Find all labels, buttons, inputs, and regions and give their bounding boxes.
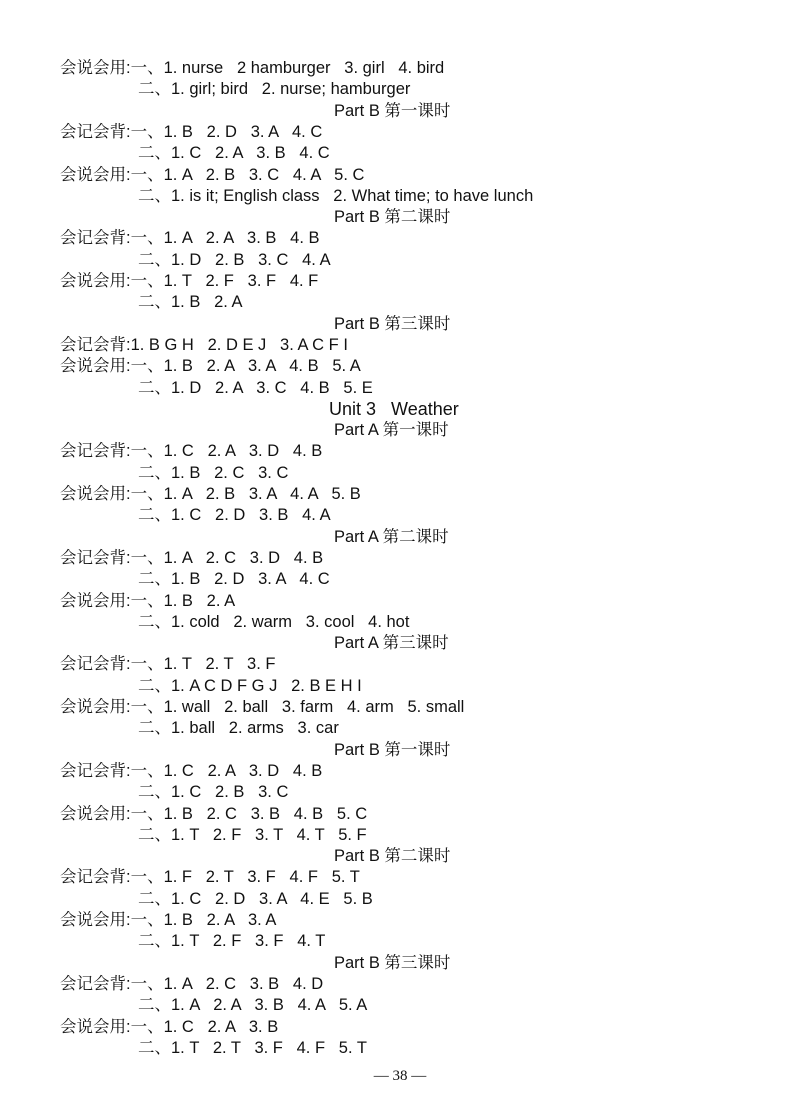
section-heading: [0, 420, 800, 441]
answer-subline: 二、1. T 2. F 3. F 4. T: [138, 932, 326, 950]
answer-subline: 二、1. A C D F G J 2. B E H I: [138, 677, 362, 695]
section-heading-text: Part B 第三课时: [334, 954, 451, 972]
answer-subline: 二、1. C 2. B 3. C: [138, 783, 289, 801]
section-heading: [0, 101, 800, 122]
answer-line: 会记会背:1. B G H 2. D E J 3. A C F I: [60, 336, 348, 354]
answer-subline: 二、1. girl; bird 2. nurse; hamburger: [138, 80, 411, 98]
answer-subline: 二、1. B 2. C 3. C: [138, 464, 289, 482]
section-heading: [0, 846, 800, 867]
section-heading-text: Part A 第二课时: [334, 528, 449, 546]
answer-line: 会说会用:一、1. T 2. F 3. F 4. F: [60, 272, 319, 290]
section-heading-text: Part A 第三课时: [334, 634, 449, 652]
answer-line: 会记会背:一、1. C 2. A 3. D 4. B: [60, 762, 323, 780]
answer-line: 会记会背:一、1. A 2. C 3. B 4. D: [60, 975, 324, 993]
section-heading: [0, 207, 800, 228]
section-heading: [0, 953, 800, 974]
unit-heading-text: Unit 3 Weather: [329, 399, 459, 419]
answer-subline: 二、1. is it; English class 2. What time; to have lunch: [138, 187, 534, 205]
answer-subline: 二、1. T 2. T 3. F 4. F 5. T: [138, 1039, 367, 1057]
answer-line: 会说会用:一、1. wall 2. ball 3. farm 4. arm 5. small: [60, 698, 465, 716]
answer-line: 会说会用:一、1. B 2. A 3. A 4. B 5. A: [60, 357, 361, 375]
answer-line: 会说会用:一、1. B 2. C 3. B 4. B 5. C: [60, 805, 368, 823]
answer-subline: 二、1. ball 2. arms 3. car: [138, 719, 339, 737]
answer-subline: 二、1. B 2. A: [138, 293, 243, 311]
answer-line: 会记会背:一、1. T 2. T 3. F: [60, 655, 276, 673]
section-heading-text: Part B 第三课时: [334, 315, 451, 333]
answer-line: 会说会用:一、1. C 2. A 3. B: [60, 1018, 279, 1036]
section-heading-text: Part B 第一课时: [334, 741, 451, 759]
answer-subline: 二、1. C 2. D 3. A 4. E 5. B: [138, 890, 373, 908]
answer-line: 会说会用:一、1. A 2. B 3. C 4. A 5. C: [60, 166, 365, 184]
answer-line: 会记会背:一、1. B 2. D 3. A 4. C: [60, 123, 323, 141]
answer-subline: 二、1. cold 2. warm 3. cool 4. hot: [138, 613, 410, 631]
answer-line: 会记会背:一、1. A 2. C 3. D 4. B: [60, 549, 324, 567]
section-heading-text: Part B 第一课时: [334, 102, 451, 120]
section-heading-text: Part B 第二课时: [334, 208, 451, 226]
answer-line: 会说会用:一、1. B 2. A 3. A: [60, 911, 277, 929]
answer-subline: 二、1. B 2. D 3. A 4. C: [138, 570, 330, 588]
unit-heading: [0, 399, 800, 420]
answer-subline: 二、1. A 2. A 3. B 4. A 5. A: [138, 996, 368, 1014]
answer-subline: 二、1. C 2. D 3. B 4. A: [138, 506, 331, 524]
section-heading-text: Part A 第一课时: [334, 421, 449, 439]
section-heading: [0, 740, 800, 761]
answer-line: 会记会背:一、1. A 2. A 3. B 4. B: [60, 229, 320, 247]
page-number: — 38 —: [373, 1068, 427, 1084]
answer-line: 会说会用:一、1. B 2. A: [60, 592, 236, 610]
answer-line: 会说会用:一、1. A 2. B 3. A 4. A 5. B: [60, 485, 361, 503]
answer-line: 会记会背:一、1. F 2. T 3. F 4. F 5. T: [60, 868, 360, 886]
answer-line: 会说会用:一、1. nurse 2 hamburger 3. girl 4. bird: [60, 59, 445, 77]
section-heading: [0, 633, 800, 654]
answer-line: 会记会背:一、1. C 2. A 3. D 4. B: [60, 442, 323, 460]
answer-subline: 二、1. D 2. B 3. C 4. A: [138, 251, 331, 269]
answer-subline: 二、1. T 2. F 3. T 4. T 5. F: [138, 826, 367, 844]
answer-subline: 二、1. D 2. A 3. C 4. B 5. E: [138, 379, 373, 397]
section-heading-text: Part B 第二课时: [334, 847, 451, 865]
answer-subline: 二、1. C 2. A 3. B 4. C: [138, 144, 330, 162]
section-heading: [0, 314, 800, 335]
section-heading: [0, 527, 800, 548]
